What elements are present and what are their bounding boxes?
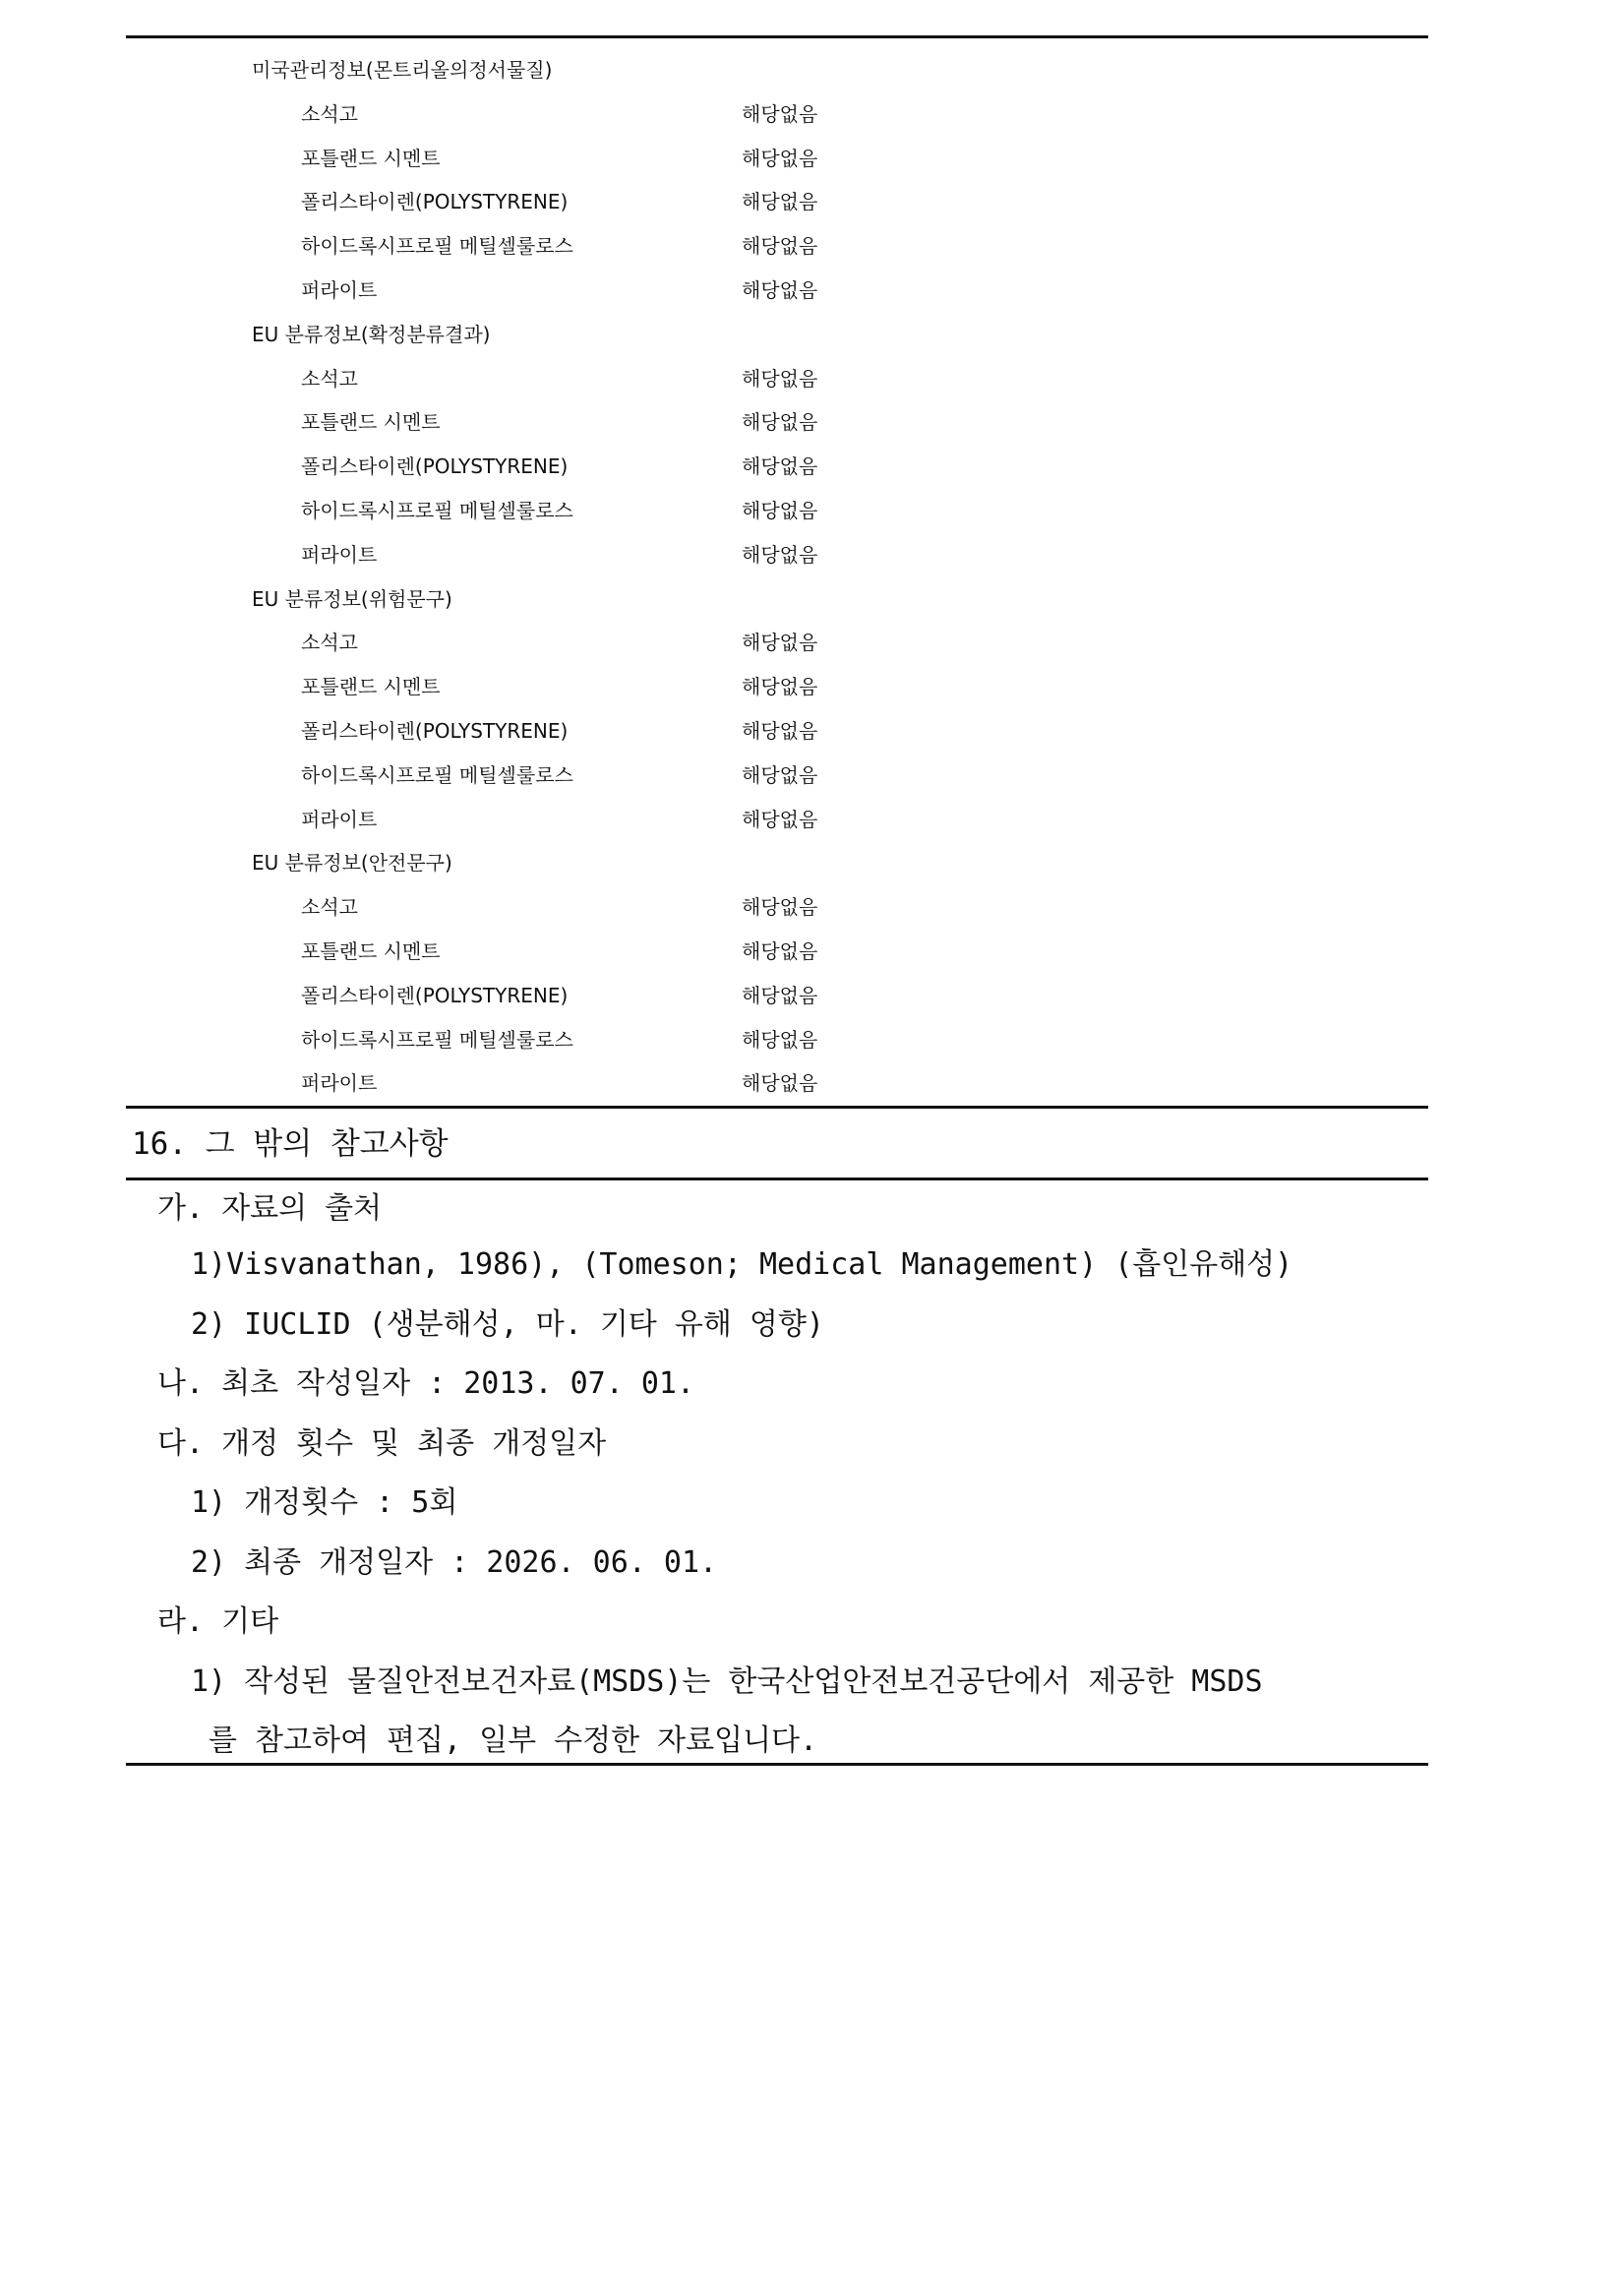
substance-value: 해당없음: [742, 762, 818, 787]
substance-name: 퍼라이트: [301, 277, 378, 302]
group-title-eu-safety-phrases: EU 분류정보(안전문구): [252, 851, 452, 876]
substance-value: 해당없음: [742, 938, 818, 963]
revision-count: 1) 개정횟수 : 5회: [191, 1485, 458, 1521]
substance-value: 해당없음: [742, 983, 818, 1007]
substance-name: 폴리스타이렌(POLYSTYRENE): [301, 718, 569, 743]
substance-name: 폴리스타이렌(POLYSTYRENE): [301, 190, 569, 214]
last-revision-date: 2) 최종 개정일자 : 2026. 06. 01.: [191, 1544, 718, 1580]
subsection-d-title: 라. 기타: [157, 1604, 279, 1640]
list-item: [126, 665, 1428, 709]
substance-name: 퍼라이트: [301, 542, 378, 567]
substance-value: 해당없음: [742, 410, 818, 435]
substance-value: 해당없음: [742, 807, 818, 831]
list-item: [126, 709, 1428, 754]
substance-value: 해당없음: [742, 146, 818, 170]
other-note-line-2: 를 참고하여 편집, 일부 수정한 자료입니다.: [209, 1723, 818, 1759]
list-item: [126, 400, 1428, 445]
substance-name: 퍼라이트: [301, 1071, 378, 1096]
substance-value: 해당없음: [742, 101, 818, 126]
list-item: [126, 357, 1428, 401]
substance-name: 퍼라이트: [301, 807, 378, 831]
regulatory-info-block: [126, 38, 1428, 1106]
other-note-line-1: 1) 작성된 물질안전보건자료(MSDS)는 한국산업안전보건공단에서 제공한 MSDS: [191, 1663, 1263, 1699]
substance-name: 소석고: [301, 895, 358, 920]
substance-value: 해당없음: [742, 718, 818, 743]
substance-name: 소석고: [301, 366, 358, 391]
list-item: [126, 1018, 1428, 1062]
first-written-date: 나. 최초 작성일자 : 2013. 07. 01.: [157, 1366, 695, 1402]
substance-value: 해당없음: [742, 542, 818, 567]
list-item: [126, 489, 1428, 533]
substance-name: 소석고: [301, 631, 358, 655]
substance-value: 해당없음: [742, 234, 818, 259]
substance-name: 하이드록시프로필 메틸셀룰로스: [301, 762, 573, 787]
substance-name: 소석고: [301, 101, 358, 126]
substance-value: 해당없음: [742, 366, 818, 391]
list-item: [126, 930, 1428, 974]
list-item: [126, 269, 1428, 313]
subsection-a-title: 가. 자료의 출처: [157, 1191, 383, 1227]
group-title-eu-classification: EU 분류정보(확정분류결과): [252, 322, 491, 346]
substance-value: 해당없음: [742, 631, 818, 655]
list-item: [126, 974, 1428, 1018]
substance-value: 해당없음: [742, 454, 818, 479]
list-item: [126, 754, 1428, 798]
substance-value: 해당없음: [742, 498, 818, 522]
substance-name: 포틀랜드 시멘트: [301, 675, 441, 699]
substance-name: 하이드록시프로필 메틸셀룰로스: [301, 234, 573, 259]
list-item: [126, 224, 1428, 269]
list-item: [126, 621, 1428, 665]
list-item: [126, 885, 1428, 930]
reference-line-1: 1)Visvanathan, 1986), (Tomeson; Medical Management) (흡인유해성): [191, 1247, 1293, 1283]
document-page: [126, 35, 1428, 1766]
substance-name: 하이드록시프로필 메틸셀룰로스: [301, 1027, 573, 1052]
list-item: [126, 445, 1428, 489]
substance-value: 해당없음: [742, 1027, 818, 1052]
bottom-rule: [126, 1763, 1428, 1766]
list-item: [126, 1061, 1428, 1106]
substance-value: 해당없음: [742, 895, 818, 920]
list-item: [126, 137, 1428, 181]
substance-name: 폴리스타이렌(POLYSTYRENE): [301, 454, 569, 479]
substance-name: 포틀랜드 시멘트: [301, 938, 441, 963]
substance-name: 하이드록시프로필 메틸셀룰로스: [301, 498, 573, 522]
group-title-us-montreal: 미국관리정보(몬트리올의정서물질): [252, 58, 553, 82]
substance-value: 해당없음: [742, 675, 818, 699]
substance-value: 해당없음: [742, 190, 818, 214]
list-item: [126, 533, 1428, 577]
substance-value: 해당없음: [742, 277, 818, 302]
substance-name: 폴리스타이렌(POLYSTYRENE): [301, 983, 569, 1007]
reference-line-2: 2) IUCLID (생분해성, 마. 기타 유해 영향): [191, 1306, 824, 1342]
substance-name: 포틀랜드 시멘트: [301, 146, 441, 170]
subsection-c-title: 다. 개정 횟수 및 최종 개정일자: [157, 1425, 607, 1461]
list-item: [126, 180, 1428, 224]
substance-name: 포틀랜드 시멘트: [301, 410, 441, 435]
section-16-title: 16. 그 밖의 참고사항: [132, 1126, 449, 1163]
substance-value: 해당없음: [742, 1071, 818, 1096]
list-item: [126, 92, 1428, 137]
group-title-eu-risk-phrases: EU 분류정보(위험문구): [252, 586, 452, 611]
list-item: [126, 798, 1428, 842]
